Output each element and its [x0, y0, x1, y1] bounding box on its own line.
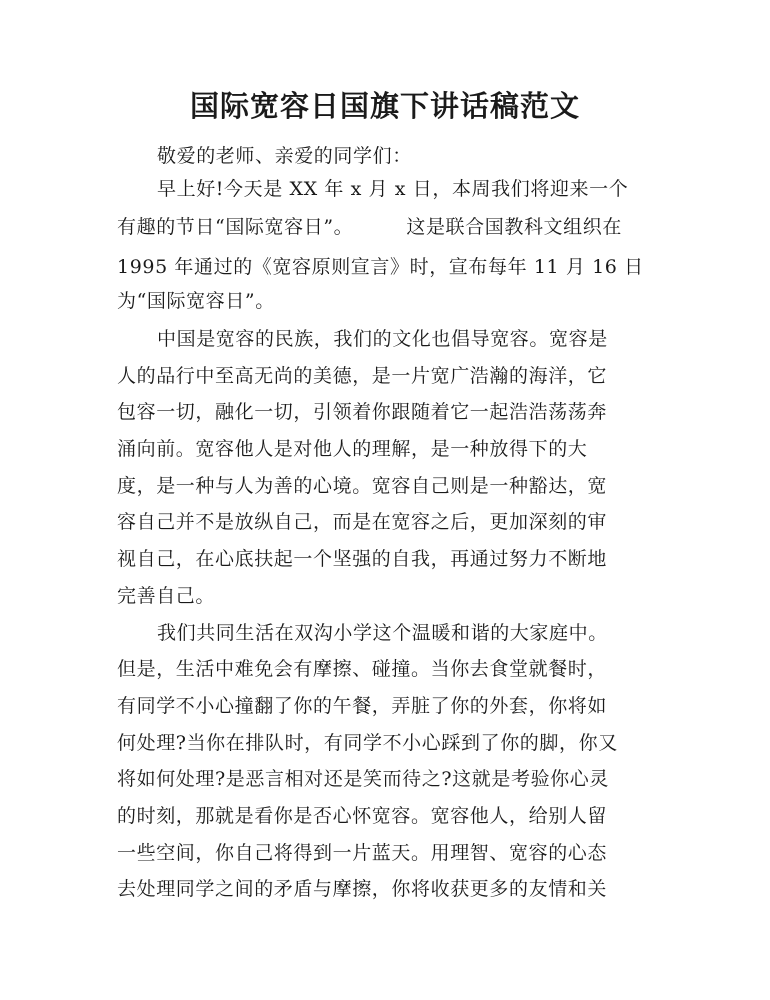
document-title: 国际宽容日国旗下讲话稿范文	[189, 89, 580, 123]
body-line: 我们共同生活在双沟小学这个温暖和谐的大家庭中。	[157, 622, 608, 644]
body-line: 去处理同学之间的矛盾与摩擦，你将收获更多的友情和关	[117, 878, 608, 900]
body-line: 将如何处理?是恶言相对还是笑而待之?这就是考验你心灵	[117, 768, 609, 790]
body-line: 完善自己。	[117, 585, 216, 607]
body-line: 的时刻，那就是看你是否心怀宽容。宽容他人，给别人留	[117, 805, 608, 827]
body-line: 容自己并不是放纵自己，而是在宽容之后，更加深刻的审	[117, 511, 608, 533]
body-line: 有趣的节日“国际宽容日”。 这是联合国教科文组织在	[117, 216, 622, 238]
body-line: 度，是一种与人为善的心境。宽容自己则是一种豁达，宽	[117, 475, 608, 497]
body-line: 中国是宽容的民族，我们的文化也倡导宽容。宽容是	[157, 328, 608, 350]
body-line: 包容一切，融化一切，引领着你跟随着它一起浩浩荡荡奔	[117, 401, 608, 423]
salutation: 敬爱的老师、亲爱的同学们：	[157, 145, 412, 167]
body-line: 但是，生活中难免会有摩擦、碰撞。当你去食堂就餐时，	[117, 658, 608, 680]
body-line: 视自己，在心底扶起一个坚强的自我，再通过努力不断地	[117, 548, 608, 570]
body-line: 一些空间，你自己将得到一片蓝天。用理智、宽容的心态	[117, 842, 608, 864]
body-line: 有同学不小心撞翻了你的午餐，弄脏了你的外套，你将如	[117, 695, 608, 717]
body-line: 为“国际宽容日”。	[117, 290, 275, 312]
body-line: 何处理?当你在排队时，有同学不小心踩到了你的脚，你又	[117, 732, 618, 754]
body-line: 早上好!今天是 XX 年 x 月 x 日，本周我们将迎来一个	[157, 178, 629, 200]
body-line: 1995 年通过的《宽容原则宣言》时，宣布每年 11 月 16 日	[117, 256, 644, 278]
body-line: 涌向前。宽容他人是对他人的理解，是一种放得下的大	[117, 438, 588, 460]
body-line: 人的品行中至高无尚的美德，是一片宽广浩瀚的海洋，它	[117, 365, 608, 387]
